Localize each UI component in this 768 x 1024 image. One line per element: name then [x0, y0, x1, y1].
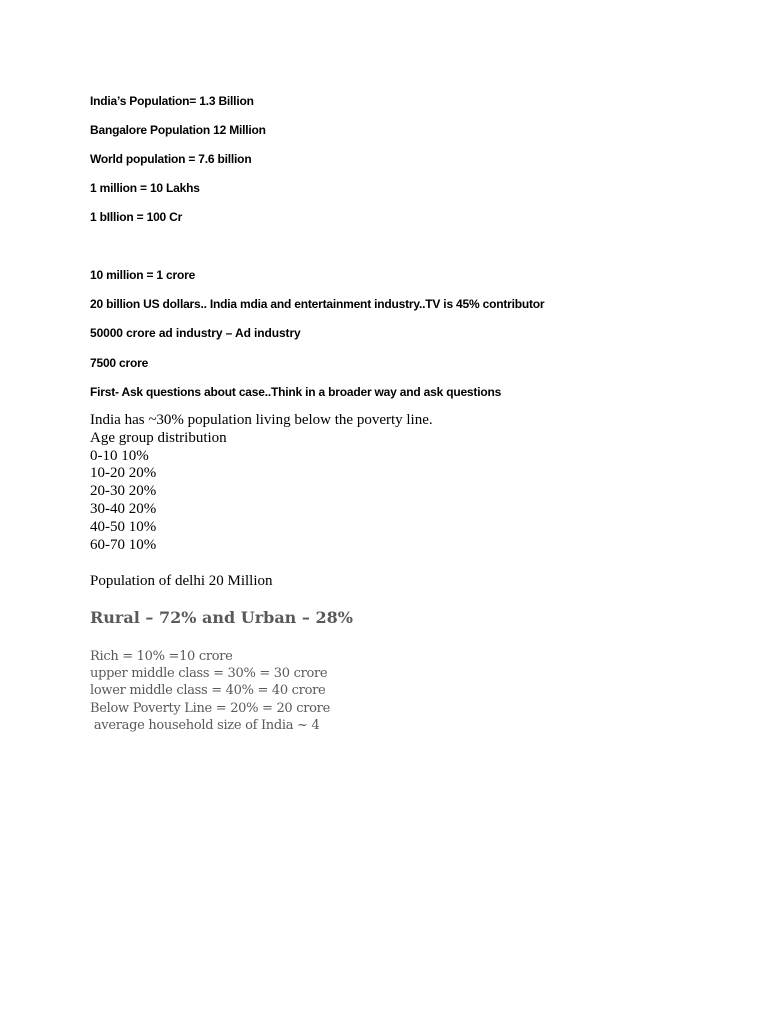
note-ask-questions: First- Ask questions about case..Think in a broader way and ask questions [90, 385, 502, 399]
note-india-population: India’s Population= 1.3 Billion [90, 94, 254, 108]
class-row: lower middle class = 40% = 40 crore [90, 683, 326, 699]
age-row: 20-30 20% [90, 483, 157, 500]
note-7500-crore: 7500 crore [90, 356, 149, 370]
class-row: Below Poverty Line = 20% = 20 crore [90, 700, 330, 716]
note-bangalore-population: Bangalore Population 12 Million [90, 123, 266, 137]
note-world-population: World population = 7.6 billion [90, 152, 252, 166]
age-row: 60-70 10% [90, 536, 157, 553]
poverty-line-text: India has ~30% population living below the poverty line. [90, 412, 433, 428]
age-group-title: Age group distribution [90, 429, 227, 446]
delhi-population-text: Population of delhi 20 Million [90, 573, 273, 589]
rural-urban-heading: Rural – 72% and Urban – 28% [90, 608, 353, 627]
age-row: 30-40 20% [90, 500, 157, 517]
class-breakdown-block [90, 648, 330, 734]
note-billion-crore: 1 bIllion = 100 Cr [90, 210, 183, 224]
class-row: average household size of India ~ 4 [90, 717, 320, 733]
note-million-lakhs: 1 million = 10 Lakhs [90, 181, 200, 195]
note-media-industry: 20 billion US dollars.. India mdia and entertainment industry..TV is 45% contributor [90, 297, 545, 311]
age-distribution-block [90, 412, 433, 554]
age-row: 10-20 20% [90, 465, 157, 482]
note-ad-industry: 50000 crore ad industry – Ad industry [90, 326, 301, 340]
class-row: upper middle class = 30% = 30 crore [90, 666, 328, 682]
note-million-crore: 10 million = 1 crore [90, 268, 196, 282]
age-row: 40-50 10% [90, 518, 157, 535]
age-row: 0-10 10% [90, 447, 149, 464]
class-row: Rich = 10% =10 crore [90, 649, 233, 664]
